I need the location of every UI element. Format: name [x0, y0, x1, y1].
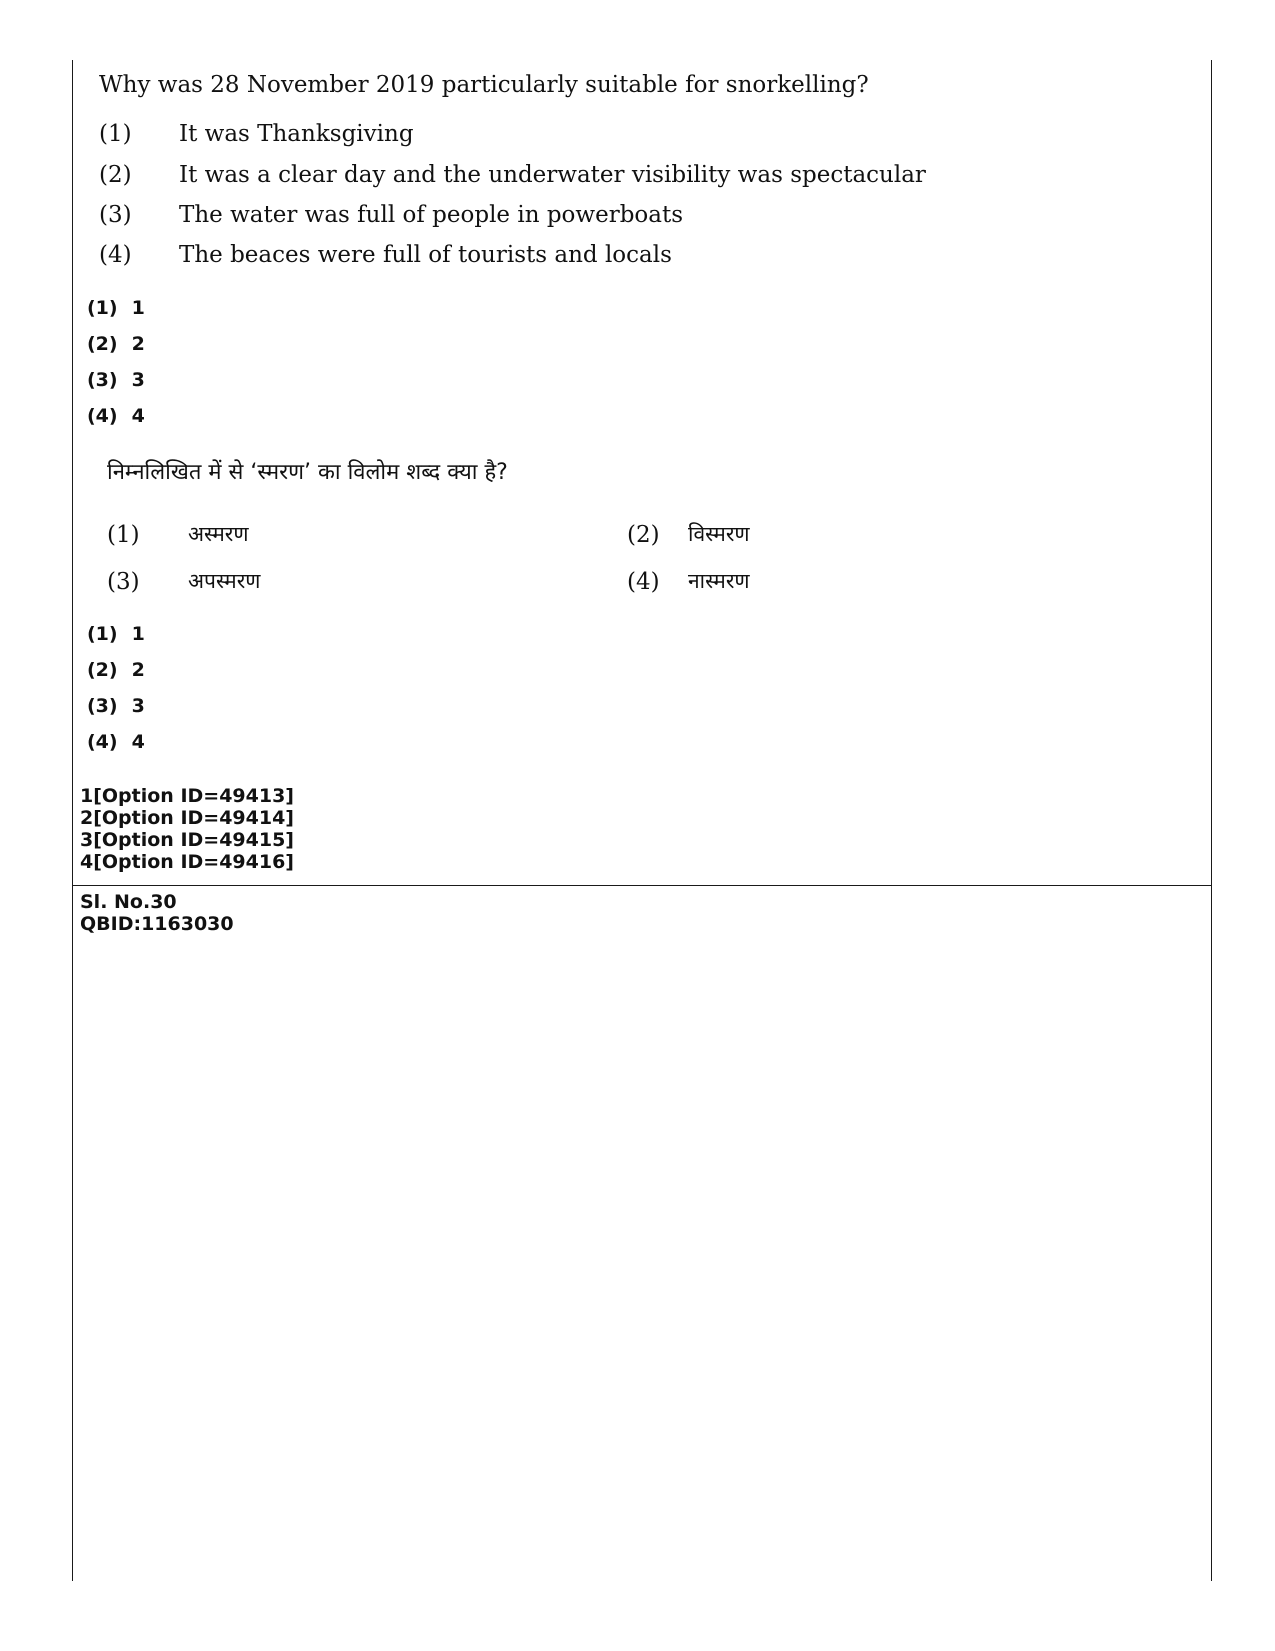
question-1-option-4-text: The beaces were full of tourists and locals	[179, 242, 672, 268]
question-2-response-2	[87, 661, 145, 680]
response-value: 1	[131, 297, 145, 319]
question-2-response-4	[87, 733, 145, 752]
question-1-option-4-number: (4)	[99, 242, 132, 268]
response-label: (1)	[87, 297, 118, 319]
response-value: 1	[131, 623, 145, 645]
response-value: 4	[131, 405, 145, 427]
question-2-option-3-text: अपस्मरण	[188, 569, 261, 593]
question-2-response-1	[87, 625, 145, 644]
question-2-option-3-number: (3)	[107, 569, 140, 595]
question-2-option-4-number: (4)	[627, 569, 660, 595]
question-1-option-2-number: (2)	[99, 162, 132, 188]
section-divider	[72, 885, 1212, 886]
question-1-option-1-text: It was Thanksgiving	[179, 121, 414, 147]
question-2-text: निम्नलिखित में से ‘स्मरण’ का विलोम शब्द क्या है?	[107, 460, 508, 485]
question-1-option-1-number: (1)	[99, 121, 132, 147]
response-value: 3	[131, 695, 145, 717]
response-label: (2)	[87, 659, 118, 681]
serial-number: Sl. No.30	[80, 891, 177, 913]
option-id-list	[80, 785, 294, 873]
next-question-meta	[80, 891, 234, 935]
option-id-4: 4[Option ID=49416]	[80, 851, 294, 873]
question-1-response-1	[87, 299, 145, 318]
response-label: (3)	[87, 695, 118, 717]
option-id-3: 3[Option ID=49415]	[80, 829, 294, 851]
question-1-option-3-text: The water was full of people in powerboats	[179, 202, 684, 228]
question-1-response-3	[87, 371, 145, 390]
response-value: 3	[131, 369, 145, 391]
response-label: (2)	[87, 333, 118, 355]
question-2-option-4-text: नास्मरण	[688, 569, 750, 593]
response-value: 2	[131, 659, 145, 681]
question-2-option-1-number: (1)	[107, 522, 140, 548]
response-label: (4)	[87, 405, 118, 427]
question-1-response-4	[87, 407, 145, 426]
qbid: QBID:1163030	[80, 913, 234, 935]
question-2-option-2-text: विस्मरण	[688, 522, 750, 546]
question-1-response-2	[87, 335, 145, 354]
response-value: 4	[131, 731, 145, 753]
response-label: (4)	[87, 731, 118, 753]
question-1-option-3-number: (3)	[99, 202, 132, 228]
question-2-response-3	[87, 697, 145, 716]
question-1-text: Why was 28 November 2019 particularly suitable for snorkelling?	[99, 72, 869, 98]
question-2-option-2-number: (2)	[627, 522, 660, 548]
response-value: 2	[131, 333, 145, 355]
option-id-1: 1[Option ID=49413]	[80, 785, 294, 807]
response-label: (3)	[87, 369, 118, 391]
question-1-option-2-text: It was a clear day and the underwater visibility was spectacular	[179, 162, 926, 188]
question-2-option-1-text: अस्मरण	[188, 522, 249, 546]
response-label: (1)	[87, 623, 118, 645]
option-id-2: 2[Option ID=49414]	[80, 807, 294, 829]
